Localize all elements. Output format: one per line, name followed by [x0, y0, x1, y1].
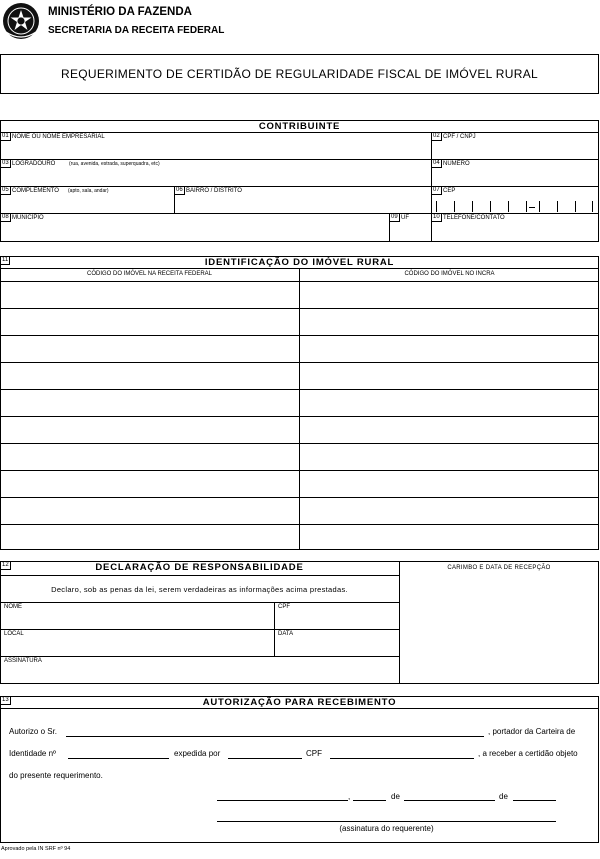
- field-hint: (rua, avenida, estrada, superquadra, etc): [69, 161, 160, 167]
- field-label: MUNICÍPIO: [12, 215, 44, 221]
- field-telefone[interactable]: [432, 214, 598, 241]
- year-line[interactable]: [513, 800, 556, 801]
- field-label: DATA: [278, 631, 294, 637]
- imovel-code-cell-incra[interactable]: [300, 444, 598, 470]
- declaracao-statement: Declaro, sob as penas da lei, serem verdadeiras as informações acima prestadas.: [51, 585, 348, 594]
- imovel-code-cell-receita[interactable]: [1, 417, 299, 443]
- autorizacao-title: AUTORIZAÇÃO PARA RECEBIMENTO: [202, 697, 397, 708]
- field-bairro[interactable]: [175, 187, 430, 212]
- imovel-code-cell-receita[interactable]: [1, 336, 299, 362]
- field-number: 04: [433, 160, 440, 166]
- field-decl-cpf[interactable]: [275, 603, 398, 628]
- section-number: 13: [2, 697, 9, 703]
- local-line[interactable]: [217, 800, 348, 801]
- footer-note: Aprovado pela IN SRF nº 94: [1, 846, 71, 852]
- field-number: 10: [433, 214, 440, 220]
- field-uf[interactable]: [390, 214, 430, 241]
- col-header-incra: CÓDIGO DO IMÓVEL NO INCRA: [404, 271, 495, 277]
- imovel-code-cell-receita[interactable]: [1, 363, 299, 389]
- field-decl-assinatura[interactable]: [1, 657, 398, 683]
- field-number: 02: [433, 133, 440, 139]
- auth-cpf-text: CPF: [306, 749, 322, 758]
- field-decl-data[interactable]: [275, 630, 398, 655]
- imovel-code-cell-incra[interactable]: [300, 282, 598, 308]
- imovel-code-cell-incra[interactable]: [300, 336, 598, 362]
- de1-text: de: [391, 792, 400, 801]
- col-header-receita: CÓDIGO DO IMÓVEL NA RECEITA FEDERAL: [86, 271, 213, 277]
- imovel-code-cell-incra[interactable]: [300, 363, 598, 389]
- imovel-code-cell-receita[interactable]: [1, 444, 299, 470]
- field-label: NÚMERO: [443, 161, 470, 167]
- field-number: 01: [2, 133, 9, 139]
- field-label: CPF / CNPJ: [443, 134, 476, 140]
- field-label: CPF: [278, 604, 290, 610]
- ministry-emblem: [2, 2, 40, 40]
- field-cep[interactable]: [432, 187, 598, 212]
- field-label: CEP: [443, 188, 456, 194]
- field-decl-local[interactable]: [1, 630, 273, 655]
- expedida-line[interactable]: [228, 758, 302, 759]
- field-number: 06: [176, 187, 183, 193]
- expedida-text: expedida por: [174, 749, 221, 758]
- field-number: 05: [2, 187, 9, 193]
- field-decl-nome[interactable]: [1, 603, 273, 628]
- imovel-code-cell-incra[interactable]: [300, 309, 598, 335]
- field-number: 03: [2, 160, 9, 166]
- field-number: 08: [2, 214, 9, 220]
- field-municipio[interactable]: [1, 214, 388, 241]
- field-label: UF: [401, 215, 409, 221]
- field-label: NOME: [4, 604, 22, 610]
- imovel-code-cell-incra[interactable]: [300, 417, 598, 443]
- field-label: ASSINATURA: [4, 658, 42, 664]
- field-label: LOCAL: [4, 631, 24, 637]
- signature-caption: (assinatura do requerente): [339, 824, 434, 833]
- field-number: 09: [391, 214, 398, 220]
- autorizado-nome-line[interactable]: [66, 736, 484, 737]
- imovel-code-cell-incra[interactable]: [300, 525, 598, 551]
- coat-of-arms-icon: [2, 2, 40, 40]
- field-label: COMPLEMENTO: [12, 188, 59, 194]
- stamp-label: CARIMBO E DATA DE RECEPÇÃO: [447, 565, 551, 571]
- declaracao-title: DECLARAÇÃO DE RESPONSABILIDADE: [95, 562, 304, 573]
- portador-text: , portador da Carteira de: [488, 727, 576, 736]
- day-line[interactable]: [353, 800, 386, 801]
- field-label: NOME OU NOME EMPRESARIAL: [12, 134, 105, 140]
- imovel-code-cell-receita[interactable]: [1, 390, 299, 416]
- identificacao-title: IDENTIFICAÇÃO DO IMÓVEL RURAL: [204, 257, 395, 268]
- identidade-line[interactable]: [68, 758, 169, 759]
- stamp-area: [400, 562, 598, 683]
- autorizo-text: Autorizo o Sr.: [9, 727, 58, 736]
- form-title-box: [0, 54, 599, 94]
- section-number: 11: [2, 257, 9, 263]
- field-numero[interactable]: [432, 160, 598, 185]
- ministry-name: MINISTÉRIO DA FAZENDA: [48, 6, 192, 18]
- form-title: REQUERIMENTO DE CERTIDÃO DE REGULARIDADE FISCAL DE IMÓVEL RURAL: [61, 67, 538, 81]
- field-label: BAIRRO / DISTRITO: [186, 188, 242, 194]
- de2-text: de: [499, 792, 508, 801]
- secretariat-name: SECRETARIA DA RECEITA FEDERAL: [48, 25, 225, 36]
- field-hint: (apto, sala, andar): [68, 188, 109, 194]
- presente-text: do presente requerimento.: [9, 771, 103, 780]
- contribuinte-title: CONTRIBUINTE: [258, 121, 341, 132]
- signature-line[interactable]: [217, 821, 556, 822]
- imovel-code-cell-receita[interactable]: [1, 525, 299, 551]
- field-nome[interactable]: [1, 133, 430, 158]
- field-logradouro[interactable]: [1, 160, 430, 185]
- identidade-text: Identidade nº: [9, 749, 56, 758]
- imovel-code-cell-receita[interactable]: [1, 471, 299, 497]
- auth-cpf-line[interactable]: [330, 758, 474, 759]
- section-number: 12: [2, 562, 9, 568]
- field-label: LOGRADOURO: [12, 161, 56, 167]
- imovel-code-cell-receita[interactable]: [1, 309, 299, 335]
- imovel-code-cell-incra[interactable]: [300, 498, 598, 524]
- imovel-code-cell-receita[interactable]: [1, 282, 299, 308]
- field-complemento[interactable]: [1, 187, 173, 212]
- imovel-code-cell-incra[interactable]: [300, 390, 598, 416]
- field-number: 07: [433, 187, 440, 193]
- field-cpf-cnpj[interactable]: [432, 133, 598, 158]
- field-label: TELEFONE/CONTATO: [443, 215, 505, 221]
- month-line[interactable]: [404, 800, 495, 801]
- imovel-code-cell-receita[interactable]: [1, 498, 299, 524]
- comma-text: ,: [348, 792, 351, 801]
- receber-text: , a receber a certidão objeto: [478, 749, 578, 758]
- imovel-code-cell-incra[interactable]: [300, 471, 598, 497]
